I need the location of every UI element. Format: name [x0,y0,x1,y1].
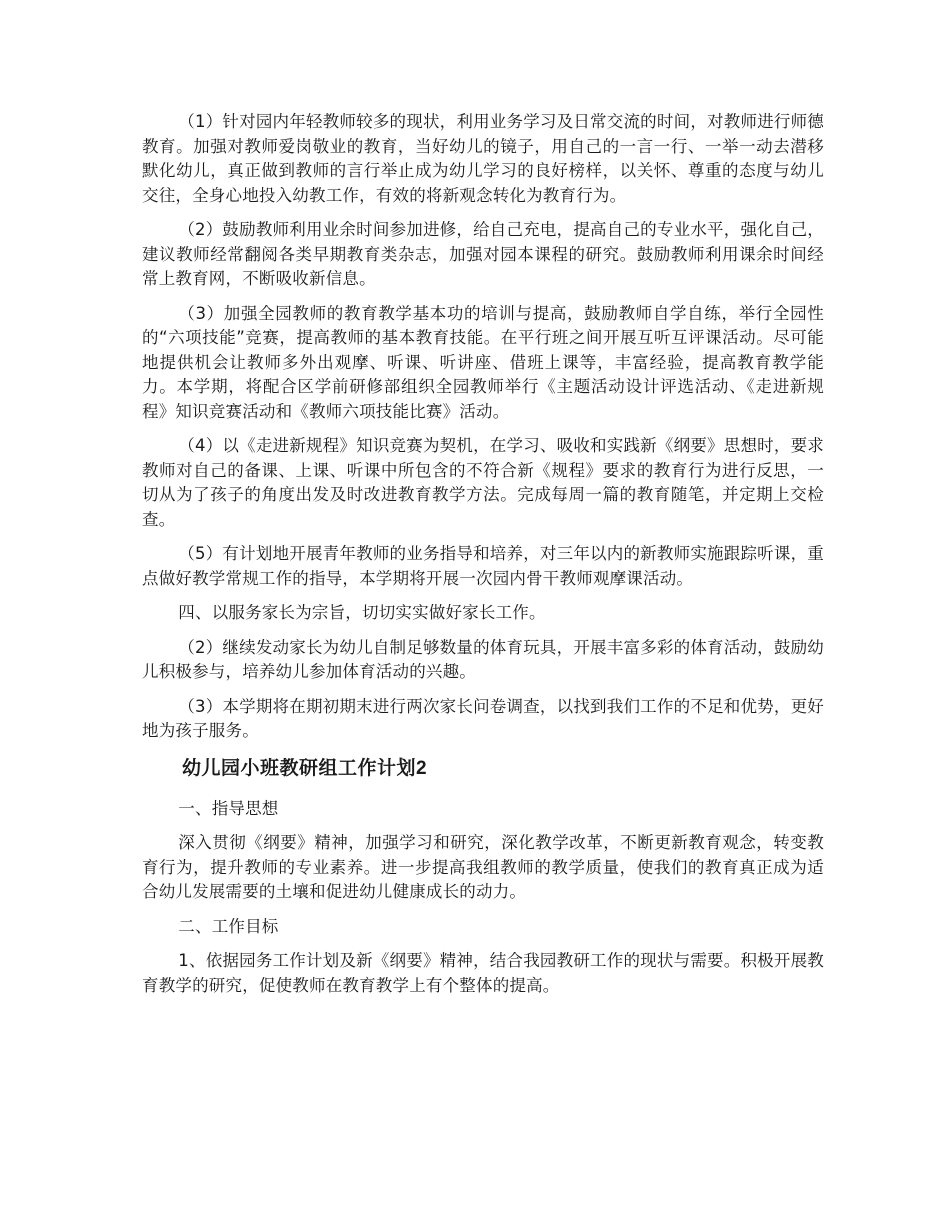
paragraph-6: （2）继续发动家长为幼儿自制足够数量的体育玩具，开展丰富多彩的体育活动，鼓励幼儿积极参与，培养幼儿参加体育活动的兴趣。 [142,637,824,681]
paragraph-7: （3）本学期将在期初期末进行两次家长问卷调查，以找到我们工作的不足和优势，更好地为孩子服务。 [142,696,824,740]
paragraph-3: （3）加强全园教师的教育教学基本功的培训与提高，鼓励教师自学自练，举行全园性的“六项技能”竞赛，提高教师的基本教育技能。在平行班之间开展互听互评课活动。尽可能地提供机会让教师多外出观摩、听课、听讲座、借班上课等，丰富经验，提高教育教学能力。本学期，将配合区学前研修部组织全园教师举行《主题活动设计评选活动、《走进新规程》知识竞赛活动和《教师六项技能比赛》活动。 [142,303,824,421]
section-heading-4: 四、以服务家长为宗旨，切切实实做好家长工作。 [178,603,546,622]
paragraph-2: （2）鼓励教师利用业余时间参加进修，给自己充电，提高自己的专业水平，强化自己，建议教师经常翻阅各类早期教育类杂志，加强对园本课程的研究。鼓励教师利用课余时间经常上教育网，不断吸收新信息。 [142,220,824,288]
section-heading-2: 二、工作目标 [178,916,279,936]
document-title [142,754,824,783]
paragraph-4: （4）以《走进新规程》知识竞赛为契机，在学习、吸收和实践新《纲要》思想时，要求教师对自己的备课、上课、听课中所包含的不符合新《规程》要求的教育行为进行反思，一切从为了孩子的角度出发及时改进教育教学方法。完成每周一篇的教育随笔，并定期上交检查。 [142,436,824,529]
paragraph-work-goal-1: 1、依据园务工作计划及新《纲要》精神，结合我园教研工作的现状与需要。积极开展教育教学的研究，促使教师在教育教学上有个整体的提高。 [142,951,824,995]
paragraph-guiding-thought: 深入贯彻《纲要》精神，加强学习和研究，深化教学改革，不断更新教育观念，转变教育行为，提升教师的专业素养。进一步提高我组教师的教学质量，使我们的教育真正成为适合幼儿发展需要的土壤和促进幼儿健康成长的动力。 [142,833,824,901]
paragraph-1: （1）针对园内年轻教师较多的现状，利用业务学习及日常交流的时间，对教师进行师德教育。加强对教师爱岗敬业的教育，当好幼儿的镜子，用自己的一言一行、一举一动去潜移默化幼儿，真正做到教师的言行举止成为幼儿学习的良好榜样，以关怀、尊重的态度与幼儿交往，全身心地投入幼教工作，有效的将新观念转化为教育行为。 [142,112,824,205]
document-title-number: 2 [416,757,428,779]
document-page [142,110,824,1008]
document-title-text: 幼儿园小班教研组工作计划 [182,756,417,779]
paragraph-5: （5）有计划地开展青年教师的业务指导和培养，对三年以内的新教师实施跟踪听课，重点做好教学常规工作的指导，本学期将开展一次园内骨干教师观摩课活动。 [142,544,824,588]
section-heading-1: 一、指导思想 [178,798,279,818]
